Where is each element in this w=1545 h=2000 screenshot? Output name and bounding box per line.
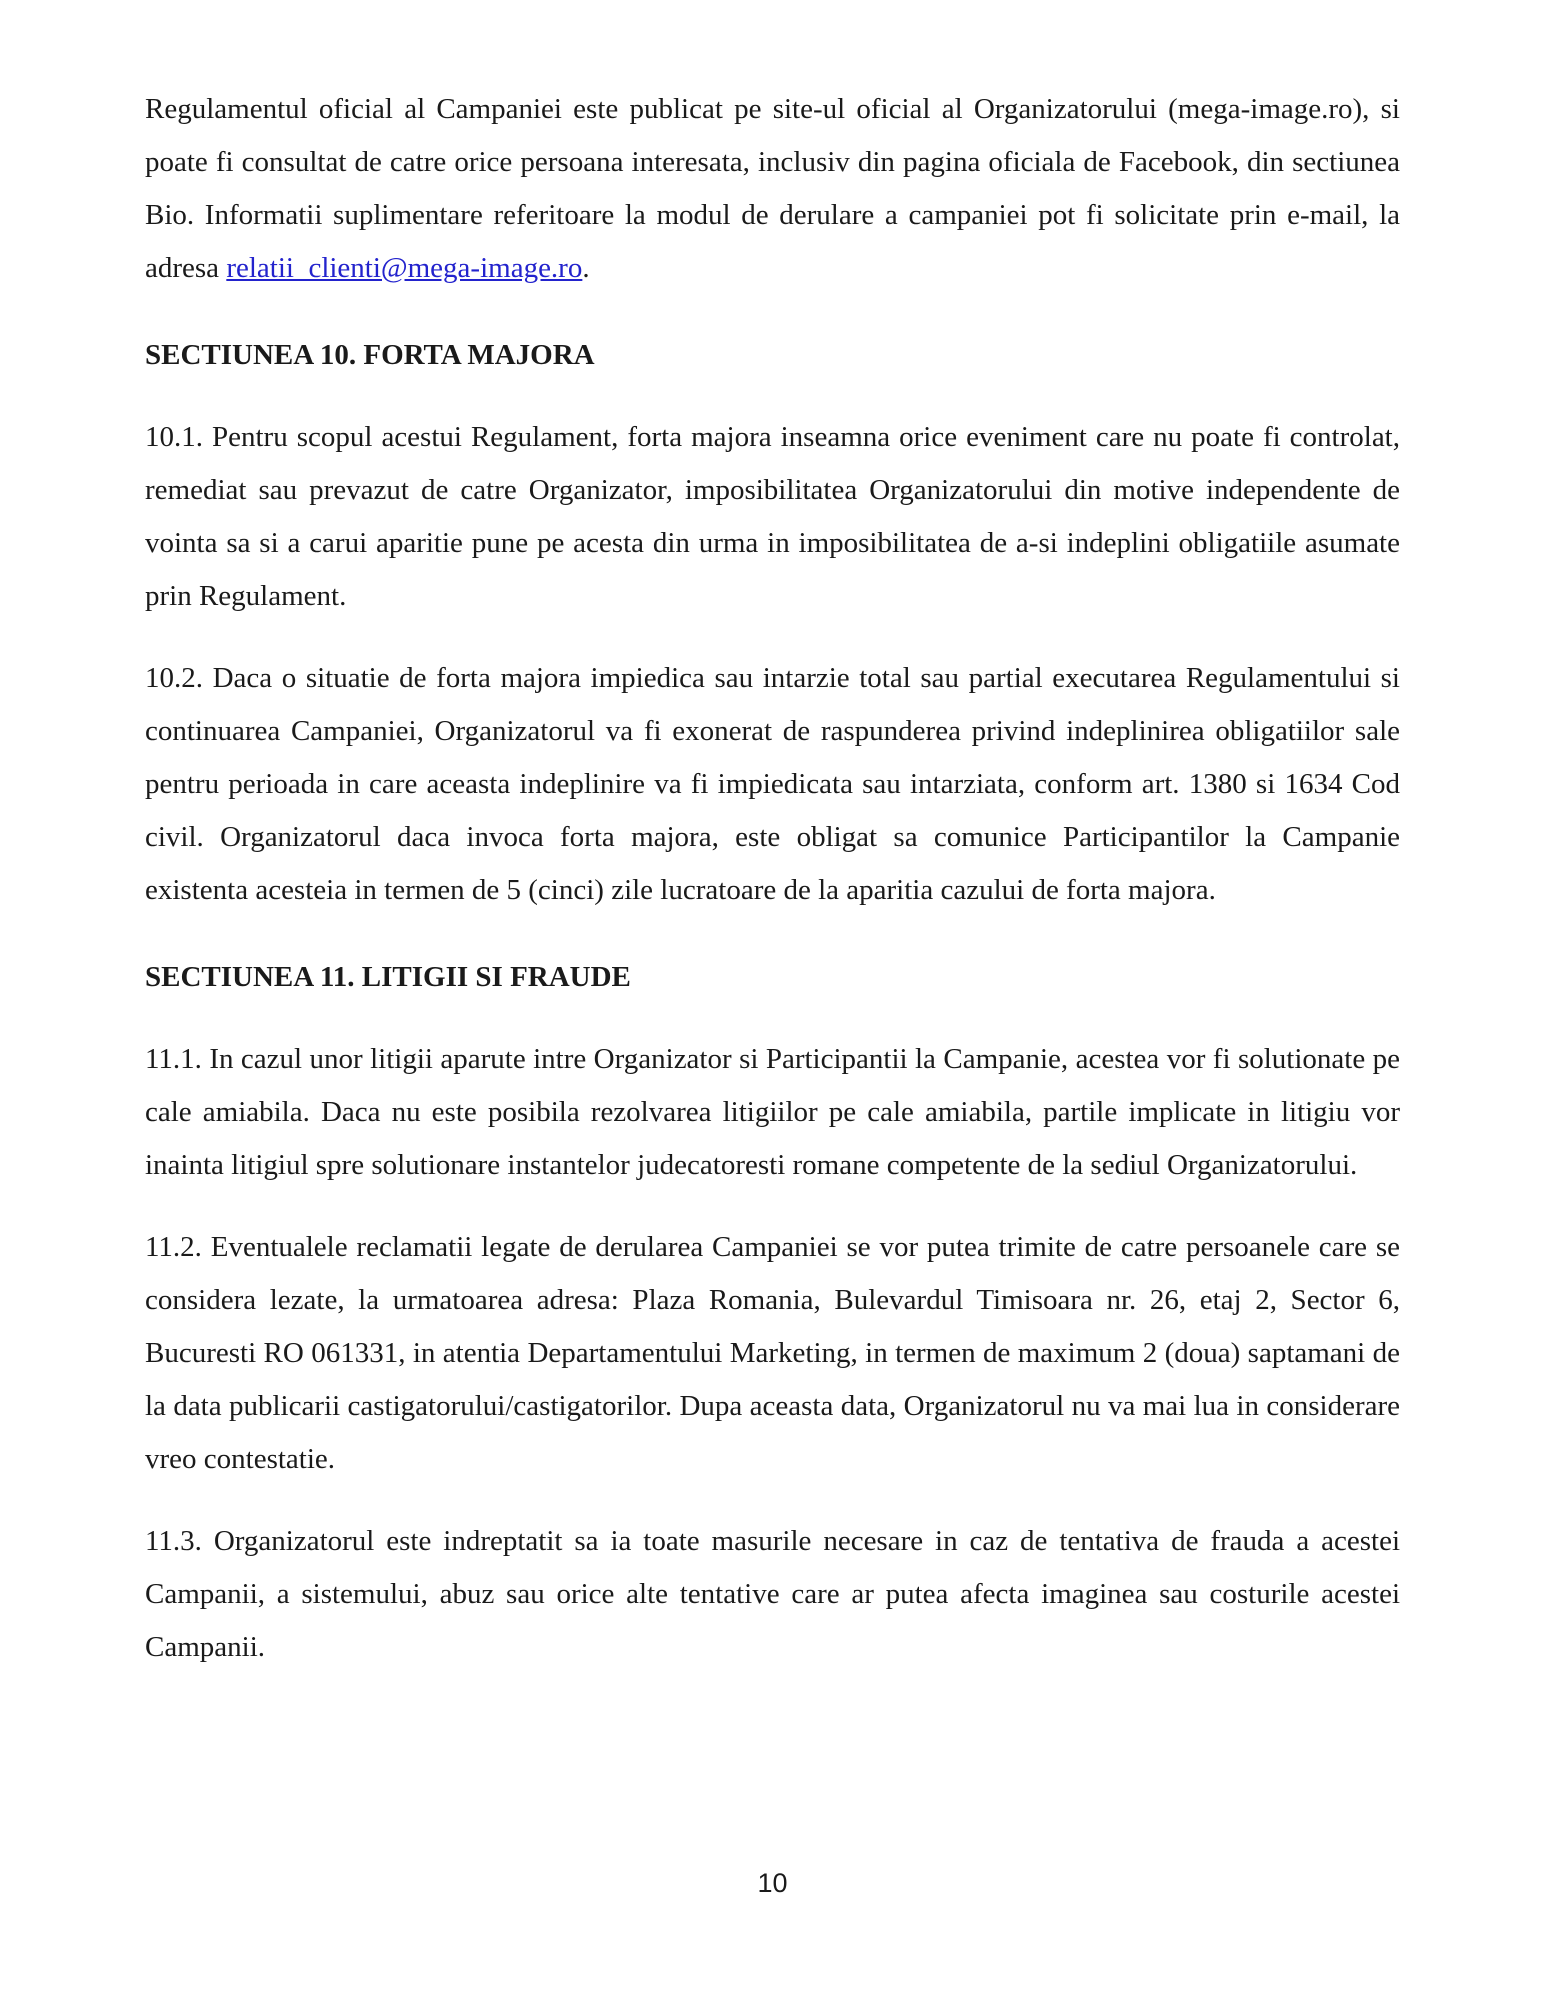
- email-link[interactable]: relatii_clienti@mega-image.ro: [226, 252, 583, 284]
- intro-text-after-link: .: [582, 252, 590, 284]
- intro-text-before-link: Regulamentul oficial al Campaniei este publicat pe site-ul oficial al Organizatorului (mega-image.ro), si poate fi consultat de catre orice persoana interesata, inclusiv din pagina oficiala de Facebook, din sectiunea Bio. Informatii suplimentare referitoare la modul de derulare a campaniei pot fi solicitate prin e-mail, la adresa: [145, 93, 1400, 284]
- paragraph-11-2: 11.2. Eventualele reclamatii legate de derularea Campaniei se vor putea trimite de catre persoanele care se considera lezate, la urmatoarea adresa: Plaza Romania, Bulevardul Timisoara nr. 26, etaj 2, Sector 6, Bucuresti RO 061331, in atentia Departamentului Marketing, in termen de maximum 2 (doua) saptamani de la data publicarii castigatorului/castigatorilor. Dupa aceasta data, Organizatorul nu va mai lua in considerare vreo contestatie.: [145, 1231, 1400, 1475]
- paragraph-10-2: 10.2. Daca o situatie de forta majora impiedica sau intarzie total sau partial executarea Regulamentului si continuarea Campaniei, Organizatorul va fi exonerat de raspunderea privind indeplinirea obligatiilor sale pentru perioada in care aceasta indeplinire va fi impiedicata sau intarziata, conform art. 1380 si 1634 Cod civil. Organizatorul daca invoca forta majora, este obligat sa comunice Participantilor la Campanie existenta acesteia in termen de 5 (cinci) zile lucratoare de la aparitia cazului de forta majora.: [145, 662, 1400, 906]
- page-number: 10: [757, 1868, 788, 1898]
- intro-paragraph: [145, 83, 1400, 295]
- paragraph-10-1: 10.1. Pentru scopul acestui Regulament, forta majora inseamna orice eveniment care nu poate fi controlat, remediat sau prevazut de catre Organizator, imposibilitatea Organizatorului din motive independente de vointa sa si a carui aparitie pune pe acesta din urma in imposibilitatea de a-si indeplini obligatiile asumate prin Regulament.: [145, 421, 1400, 612]
- section-11-heading: SECTIUNEA 11. LITIGII SI FRAUDE: [145, 961, 631, 993]
- paragraph-11-3: 11.3. Organizatorul este indreptatit sa ia toate masurile necesare in caz de tentativa de frauda a acestei Campanii, a sistemului, abuz sau orice alte tentative care ar putea afecta imaginea sau costurile acestei Campanii.: [145, 1525, 1400, 1663]
- section-10-heading: SECTIUNEA 10. FORTA MAJORA: [145, 339, 595, 371]
- paragraph-11-1: 11.1. In cazul unor litigii aparute intre Organizator si Participantii la Campanie, acestea vor fi solutionate pe cale amiabila. Daca nu este posibila rezolvarea litigiilor pe cale amiabila, partile implicate in litigiu vor inainta litigiul spre solutionare instantelor judecatoresti romane competente de la sediul Organizatorului.: [145, 1043, 1400, 1181]
